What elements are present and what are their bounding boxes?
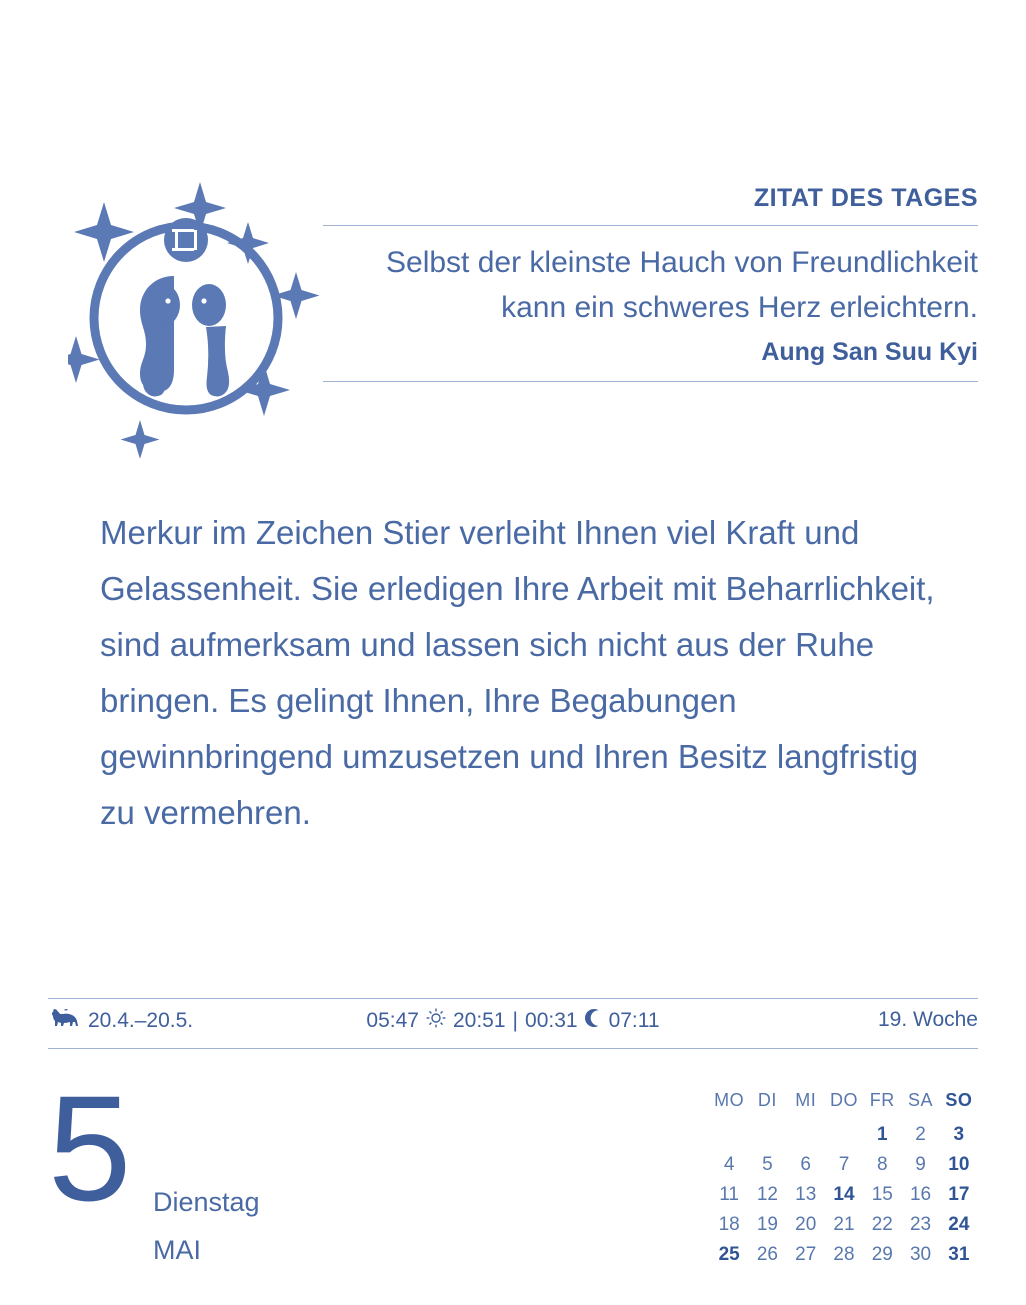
mini-calendar-table <box>710 1090 978 1270</box>
minical-day-3[interactable]: 3 <box>953 1124 965 1145</box>
minical-day-30[interactable]: 30 <box>909 1244 932 1265</box>
date-block <box>48 1064 448 1275</box>
sun-moon-times-group <box>48 1008 978 1034</box>
minical-day-20[interactable]: 20 <box>795 1214 817 1235</box>
minical-day-14[interactable]: 14 <box>833 1184 855 1205</box>
minical-day-1[interactable]: 1 <box>876 1124 888 1145</box>
mini-calendar-week-row <box>710 1120 978 1150</box>
minical-day-2[interactable]: 2 <box>915 1124 926 1145</box>
minical-header-sa: SA <box>908 1090 934 1110</box>
quote-text: Selbst der kleinste Hauch von Freundlichkeit kann ein schweres Herz erleichtern. <box>386 246 978 324</box>
minical-day-23[interactable]: 23 <box>909 1214 932 1235</box>
minical-day-10[interactable]: 10 <box>948 1154 970 1175</box>
mini-calendar <box>710 1090 978 1270</box>
sunset-time: 20:51 <box>452 1009 506 1032</box>
minical-header-do: DO <box>829 1090 858 1110</box>
minical-day-24[interactable]: 24 <box>948 1214 970 1235</box>
minical-day-13[interactable]: 13 <box>795 1184 817 1205</box>
header-section <box>48 168 978 458</box>
moonrise-time: 00:31 <box>525 1009 578 1032</box>
minical-day-9[interactable]: 9 <box>915 1154 926 1175</box>
minical-day-5[interactable]: 5 <box>762 1154 773 1175</box>
minical-day-4[interactable]: 4 <box>723 1154 735 1175</box>
minical-day-18[interactable]: 18 <box>718 1214 740 1235</box>
minical-day-27[interactable]: 27 <box>795 1244 817 1265</box>
minical-empty-cell <box>748 1120 786 1150</box>
minical-day-29[interactable]: 29 <box>871 1244 893 1265</box>
quote-of-the-day <box>323 186 978 382</box>
infobar-top-divider <box>48 998 978 999</box>
weekday-label: Dienstag <box>153 1187 260 1217</box>
quote-heading: ZITAT DES TAGES <box>753 184 978 212</box>
day-number: 5 <box>48 1064 128 1232</box>
minical-day-19[interactable]: 19 <box>756 1214 778 1235</box>
minical-header-di: DI <box>757 1090 777 1110</box>
moon-icon <box>585 1008 602 1034</box>
minical-header-fr: FR <box>869 1090 895 1110</box>
astro-info-bar <box>48 1003 978 1045</box>
minical-day-12[interactable]: 12 <box>756 1184 778 1205</box>
infobar-bottom-divider <box>48 1048 978 1049</box>
minical-day-16[interactable]: 16 <box>909 1184 932 1205</box>
minical-day-6[interactable]: 6 <box>800 1154 811 1175</box>
minical-day-22[interactable]: 22 <box>871 1214 893 1235</box>
mini-calendar-week-row <box>710 1210 978 1240</box>
minical-day-31[interactable]: 31 <box>948 1244 970 1265</box>
minical-day-21[interactable]: 21 <box>833 1214 855 1235</box>
quote-author: Aung San Suu Kyi <box>761 338 978 366</box>
minical-day-7[interactable]: 7 <box>838 1154 850 1175</box>
minical-day-11[interactable]: 11 <box>719 1184 739 1205</box>
minical-day-28[interactable]: 28 <box>833 1244 855 1265</box>
minical-day-15[interactable]: 15 <box>871 1184 893 1205</box>
minical-empty-cell <box>825 1120 863 1150</box>
gemini-zodiac-icon <box>68 168 333 458</box>
mini-calendar-week-row <box>710 1240 978 1270</box>
minical-header-mi: MI <box>795 1090 817 1110</box>
quote-bottom-divider <box>323 381 978 382</box>
mini-calendar-body <box>710 1120 978 1270</box>
sunrise-time: 05:47 <box>366 1009 419 1032</box>
week-number-label: 19. Woche <box>877 1008 978 1031</box>
moonset-time: 07:11 <box>608 1009 660 1032</box>
horoscope-text: Merkur im Zeichen Stier verleiht Ihnen viel Kraft und Gelassenheit. Sie erledigen Ihre Arbeit mit Beharrlichkeit, sind aufmerksam und lassen sich nicht aus der Ruhe bringen. Es gelingt Ihnen, Ihre Begabungen gewinnbringend umzusetzen und Ihren Besitz langfristig zu vermehren. <box>100 514 935 831</box>
minical-day-17[interactable]: 17 <box>948 1184 970 1205</box>
minical-day-8[interactable]: 8 <box>876 1154 888 1175</box>
minical-empty-cell <box>787 1120 825 1150</box>
minical-header-mo: MO <box>714 1090 745 1110</box>
minical-empty-cell <box>710 1120 748 1150</box>
mini-calendar-week-row <box>710 1150 978 1180</box>
times-separator: | <box>512 1009 519 1032</box>
minical-day-25[interactable]: 25 <box>718 1244 740 1265</box>
sun-icon <box>426 1008 446 1034</box>
mini-calendar-week-row <box>710 1180 978 1210</box>
mini-calendar-header-row <box>710 1090 978 1120</box>
minical-day-26[interactable]: 26 <box>756 1244 778 1265</box>
zodiac-range-label: 20.4.–20.5. <box>88 1009 194 1032</box>
month-label: MAI <box>153 1235 202 1265</box>
minical-header-so: SO <box>945 1090 973 1110</box>
